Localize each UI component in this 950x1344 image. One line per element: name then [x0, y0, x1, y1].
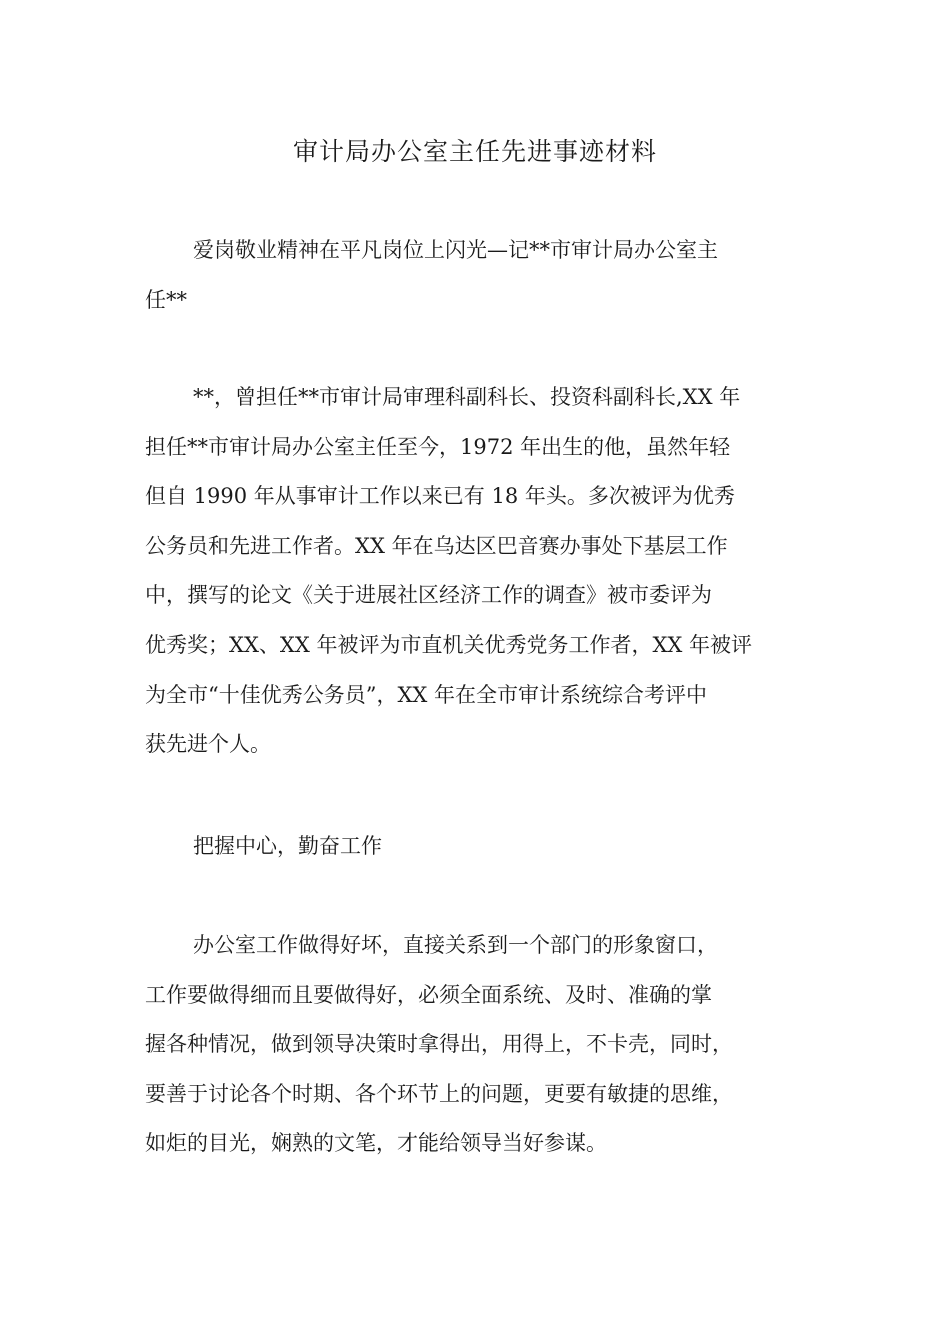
paragraph-line: 任**: [145, 287, 187, 312]
document-title: 审计局办公室主任先进事迹材料: [292, 137, 657, 166]
paragraph-line: 公务员和先进工作者。XX 年在乌达区巴音赛办事处下基层工作: [145, 533, 728, 558]
paragraph-line: 担任**市审计局办公室主任至今，1972 年出生的他，虽然年轻: [145, 434, 731, 459]
paragraph-line: 为全市“十佳优秀公务员”，XX 年在全市审计系统综合考评中: [145, 682, 708, 707]
paragraph-line: **，曾担任**市审计局审理科副科长、投资科副科长,XX 年: [193, 385, 741, 409]
paragraph-line: 要善于讨论各个时期、各个环节上的问题，更要有敏捷的思维，: [145, 1081, 733, 1106]
paragraph-subtitle: [145, 226, 835, 325]
paragraph-line: 中，撰写的论文《关于进展社区经济工作的调查》被市委评为: [145, 583, 712, 608]
section-heading: [145, 822, 835, 872]
paragraph-office-work: [145, 921, 835, 1169]
paragraph-line: 办公室工作做得好坏，直接关系到一个部门的形象窗口，: [193, 933, 718, 957]
paragraph-line: 爱岗敬业精神在平凡岗位上闪光—记**市审计局办公室主: [193, 238, 718, 262]
paragraph-biography: [145, 373, 835, 770]
paragraph-line: 优秀奖；XX、XX 年被评为市直机关优秀党务工作者，XX 年被评: [145, 632, 753, 657]
paragraph-line: 如炬的目光，娴熟的文笔，才能给领导当好参谋。: [145, 1131, 607, 1156]
paragraph-line: 但自 1990 年从事审计工作以来已有 18 年头。多次被评为优秀: [145, 484, 735, 509]
paragraph-line: 获先进个人。: [145, 732, 271, 757]
paragraph-line: 握各种情况，做到领导决策时拿得出，用得上，不卡壳，同时，: [145, 1032, 733, 1057]
paragraph-line: 工作要做得细而且要做得好，必须全面系统、及时、准确的掌: [145, 982, 712, 1007]
section-heading-text: 把握中心，勤奋工作: [193, 834, 382, 858]
